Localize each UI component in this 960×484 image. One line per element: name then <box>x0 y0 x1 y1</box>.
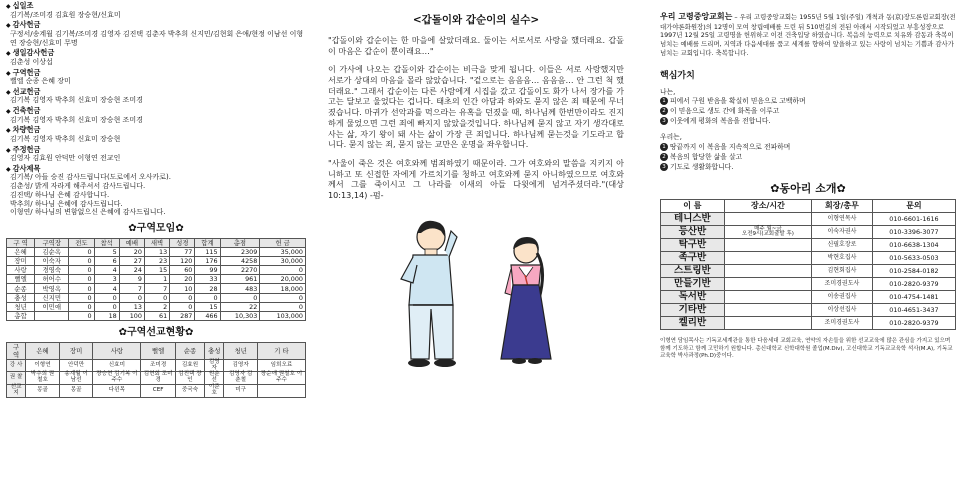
table-cell: 사랑 <box>7 266 35 275</box>
table-cell: 미구 <box>224 385 258 398</box>
table-cell: 176 <box>195 256 220 265</box>
club-name: 테니스반 <box>661 213 725 226</box>
table-cell: 28 <box>195 284 220 293</box>
club-row <box>661 213 956 226</box>
table-cell: 0 <box>69 312 94 321</box>
section-title-text: 십일조 <box>12 1 34 10</box>
table-cell: 장미 <box>7 256 35 265</box>
table-cell: 0 <box>260 293 306 302</box>
section-title-text: 구역헌금 <box>12 67 41 77</box>
table-cell: 송계월 이남선 <box>59 372 93 385</box>
table-cell: 선교지 <box>7 385 26 398</box>
table-cell: 0 <box>119 293 144 302</box>
column-header: 합계 <box>195 238 220 247</box>
table-cell: 김진택 장인 <box>175 372 204 385</box>
church-label: 우리 고령중앙교회는 <box>660 12 733 21</box>
core-value-text: 이웃에게 평화의 복음을 전합니다. <box>670 117 771 126</box>
diamond-icon: ◆ <box>6 165 11 173</box>
club-name: 기타반 <box>661 304 725 317</box>
section-title-text: 감사제목 <box>12 163 41 173</box>
club-row <box>661 226 956 239</box>
section-line: 김기복 김영자 박추희 신효미 장승현 <box>10 134 121 143</box>
club-phone: 010-6638-1304 <box>872 239 955 252</box>
table-cell: 5 <box>94 247 119 256</box>
article-paragraph-1: "갑돌이와 갑순이는 한 마을에 살았더래요. 둘이는 서로서로 사랑을 했더래요. 갑돌이 마음은 갑순이 뿐이래요…" <box>328 35 624 56</box>
club-place-line: 매주 월~금 <box>754 225 782 232</box>
table-cell: 466 <box>195 312 220 321</box>
table-cell: 9 <box>119 275 144 284</box>
article-title: <갑돌이와 갑순이의 실수> <box>412 14 540 26</box>
club-row <box>661 317 956 330</box>
club-name: 족구반 <box>661 252 725 265</box>
column-header: 전도 <box>69 238 94 247</box>
number-badge-icon: 3 <box>660 117 668 125</box>
offering-section <box>6 164 306 217</box>
table-cell: 18 <box>94 312 119 321</box>
table-row <box>7 266 306 275</box>
core-values-intro-2: 우리는, <box>660 132 682 141</box>
table-cell: 4 <box>94 284 119 293</box>
club-host: 이상선집사 <box>812 304 873 317</box>
club-host: 조미경권도사 <box>812 317 873 330</box>
table-cell: 27 <box>119 256 144 265</box>
section-line: 이형연/ 하나님의 변함없으신 은혜에 감사드립니다. <box>10 208 166 217</box>
table-cell: 287 <box>170 312 195 321</box>
table-cell: 신효미 <box>93 359 141 372</box>
table-cell: 4 <box>94 266 119 275</box>
man-figure <box>401 220 457 366</box>
table-cell: 35,000 <box>260 247 306 256</box>
table-cell: 0 <box>170 302 195 311</box>
table-cell: 박추희 권철호 <box>26 372 60 385</box>
club-place <box>724 304 811 317</box>
diamond-icon: ◆ <box>6 146 11 154</box>
table-cell: 24 <box>119 266 144 275</box>
table-cell: 뻘엘 <box>7 275 35 284</box>
column-header: 참석 <box>94 238 119 247</box>
table-cell: 조미경 <box>141 359 175 372</box>
club-phone: 010-4651-3437 <box>872 304 955 317</box>
support-table-title: ✿구역선교현황✿ <box>118 327 194 339</box>
table-cell: 22 <box>220 302 260 311</box>
club-phone: 010-3396-3077 <box>872 226 955 239</box>
core-value-item <box>660 143 956 153</box>
number-badge-icon: 1 <box>660 143 668 151</box>
section-title <box>6 20 306 30</box>
club-host: 조미경권도사 <box>812 278 873 291</box>
right-column <box>660 0 956 360</box>
club-name: 등산반 <box>661 226 725 239</box>
table-cell: 몽골 <box>59 385 93 398</box>
table-cell: 0 <box>220 293 260 302</box>
district-mission-table <box>6 342 306 398</box>
club-name: 스트링반 <box>661 265 725 278</box>
offering-section <box>6 87 306 105</box>
column-header: 청년 <box>224 342 258 359</box>
section-title-text: 건축헌금 <box>12 106 41 115</box>
table-cell: 2309 <box>220 247 260 256</box>
section-line: 김기복/조미경 김효원 장승현/신효미 <box>10 10 121 19</box>
table-cell <box>257 385 305 398</box>
club-phone: 010-4754-1481 <box>872 291 955 304</box>
club-name: 독서반 <box>661 291 725 304</box>
table-cell: 15 <box>195 302 220 311</box>
column-header: 예배 <box>119 238 144 247</box>
core-values-list-2 <box>660 143 956 173</box>
section-title <box>6 68 306 78</box>
number-badge-icon: 2 <box>660 153 668 161</box>
table-cell: 483 <box>220 284 260 293</box>
section-body <box>6 116 306 125</box>
church-description: – 우리 고령중앙교회는 1955년 5월 1일(주일) 개척과 동(京)장도론림교회장(전 대가야론화원장)의 12명이 모여 창립예배를 드린 뒤 510번길의 전된 아래서 시작되었고 부흥성장으로 1997년 12월 25일 고령명을 헌위하고 이전 건축입당 하였습니다. 복음의 능력으로 치유와 감동과 축복이 넘치는 예배를 드리며, 지역과 다음세대를 품고 세계를 향하여 앞을하고 있는 사랑이 넘치는 기쁨과 감사가 넘치는 교회입니다. 축복합니다. <box>660 13 956 57</box>
table-cell: 2270 <box>220 266 260 275</box>
section-body <box>6 135 306 144</box>
table-cell: 김효원 <box>175 359 204 372</box>
club-row <box>661 278 956 291</box>
section-line: 김기복 김영자 박추희 신효미 장승현 조미경 <box>10 115 143 124</box>
section-title <box>6 48 306 58</box>
column-header: 총점 <box>220 238 260 247</box>
table-cell: 몽골 <box>26 385 60 398</box>
table-cell: 10,303 <box>220 312 260 321</box>
club-phone: 010-6601-1616 <box>872 213 955 226</box>
table-cell: 13 <box>144 247 169 256</box>
table-cell: 0 <box>94 293 119 302</box>
section-title-text: 차량헌금 <box>12 125 41 135</box>
district-meeting-table <box>6 238 306 322</box>
diamond-icon: ◆ <box>6 50 11 58</box>
core-values-title: 핵심가치 <box>660 71 695 82</box>
table-row <box>7 284 306 293</box>
core-value-text: 이 믿음으로 생도 간에 화목을 이루고 <box>670 107 780 116</box>
table-cell: 18,000 <box>260 284 306 293</box>
club-place <box>724 278 811 291</box>
table-cell: 박영옥 <box>35 284 69 293</box>
table-row <box>7 256 306 265</box>
table-cell: 임희오료 <box>257 359 305 372</box>
table-row <box>7 385 306 398</box>
section-body <box>6 154 306 163</box>
section-title-text: 생일감사헌금 <box>12 48 55 58</box>
club-name: 탁구반 <box>661 239 725 252</box>
table-cell: 115 <box>195 247 220 256</box>
section-title <box>6 106 306 116</box>
column-header: 은혜 <box>26 342 60 359</box>
core-value-text: 피에서 구원 받음을 확실히 믿음으로 고백하며 <box>670 97 806 106</box>
table-cell: 20 <box>119 247 144 256</box>
table-cell: 6 <box>94 256 119 265</box>
section-title <box>6 125 306 135</box>
table-cell: 33 <box>195 275 220 284</box>
offering-section <box>6 68 306 86</box>
column-header: 충성 <box>205 342 224 359</box>
table-cell: 0 <box>260 302 306 311</box>
table-cell: 김순옥 <box>35 247 69 256</box>
table-cell: 120 <box>170 256 195 265</box>
column-header: 순종 <box>175 342 204 359</box>
section-title-text: 선교헌금 <box>12 86 41 96</box>
pastor-profile: 이형연 담임목사는 기독교세계관을 통한 다음세대 교회교육, 연약의 자손들을 위한 선교교육에 많은 관심을 가지고 있으며 함께 기도하고 함께 고민하기 원합니다. 총신대학교 신학대학원 졸업(M.Div), 고신대학교 기독교교육학 석사(M.A), 기독교교육학 박사과정(Ph.D)중이다. <box>660 338 953 359</box>
table-cell: 30,000 <box>260 256 306 265</box>
table-cell: 이숙자 <box>35 256 69 265</box>
club-phone: 010-2820-9379 <box>872 278 955 291</box>
core-value-item <box>660 163 956 173</box>
table-cell: 20,000 <box>260 275 306 284</box>
section-line: 김기복/ 아들 승진 감사드립니다(도로에서 오사카로). <box>10 173 171 182</box>
section-title-text: 주정헌금 <box>12 144 41 154</box>
table-cell: 0 <box>260 266 306 275</box>
section-body <box>6 11 306 20</box>
club-host: 이형연목사 <box>812 213 873 226</box>
column-header: 구 역 <box>7 238 35 247</box>
table-row <box>7 372 306 385</box>
church-introduction <box>660 12 956 57</box>
club-row <box>661 239 956 252</box>
couple-illustration <box>361 209 591 379</box>
table-cell: 김현회 조미경 <box>141 372 175 385</box>
core-value-item <box>660 107 956 117</box>
table-cell: 0 <box>69 293 94 302</box>
club-place <box>724 265 811 278</box>
section-body <box>6 173 306 217</box>
table-cell: 장순애 권철호 이주수 <box>257 372 305 385</box>
section-line: 김진택/ 하나님 은혜 감사합니다. <box>10 190 110 199</box>
column-header: 기 타 <box>257 342 305 359</box>
table-cell: 10 <box>170 284 195 293</box>
table-cell: 총합 <box>7 312 35 321</box>
core-value-item <box>660 117 956 127</box>
diamond-icon: ◆ <box>6 127 11 135</box>
column-header: 새벽 <box>144 238 169 247</box>
table-cell: 장승현 김기복 이주수 <box>93 372 141 385</box>
section-body <box>6 96 306 105</box>
club-place <box>724 317 811 330</box>
section-line: 김기복 김영자 박추희 신효미 장승현 조미경 <box>10 96 143 105</box>
club-place <box>724 239 811 252</box>
table-cell: 이준호 <box>205 385 224 398</box>
table-cell: 7 <box>119 284 144 293</box>
table-cell: 이형연 <box>26 359 60 372</box>
section-line: 뻘엘 순종 은혜 장미 <box>10 77 71 85</box>
club-place-line: 오전9시(교회출발 후) <box>741 231 794 238</box>
section-line: 김영자 김효원 안덕만 이형연 전교인 <box>10 154 121 162</box>
offering-section <box>6 145 306 163</box>
section-line: 김춘성 이상섭 <box>10 57 53 66</box>
table-cell: 이민애 <box>35 302 69 311</box>
club-place <box>724 226 811 239</box>
section-title <box>6 87 306 97</box>
column-header: 이 름 <box>661 200 725 213</box>
table-cell: 99 <box>195 266 220 275</box>
table-cell: 7 <box>144 284 169 293</box>
club-host: 박현호집사 <box>812 252 873 265</box>
club-name: 만들기반 <box>661 278 725 291</box>
club-host: 이송권집사 <box>812 291 873 304</box>
section-line: 박추희/ 하나님 은혜에 감사드립니다. <box>10 199 123 208</box>
table-row <box>7 302 306 311</box>
table-cell: 0 <box>94 302 119 311</box>
table-cell: 0 <box>69 284 94 293</box>
table-cell: 61 <box>144 312 169 321</box>
table-cell: 0 <box>69 266 94 275</box>
table-row <box>7 312 306 321</box>
left-column <box>6 0 306 398</box>
core-values-list-1 <box>660 97 956 127</box>
club-host: 이숙자권사 <box>812 226 873 239</box>
table-cell: 중국숙 <box>175 385 204 398</box>
table-cell: 0 <box>170 293 195 302</box>
column-header: 뻘엘 <box>141 342 175 359</box>
section-line: 구정서/송계월 김기복/조미경 김영자 김진택 김춘자 박추희 신지민/김현회 은애/현정 이남선 이형연 장승현/신효미 무명 <box>10 29 304 47</box>
table-cell: 0 <box>69 256 94 265</box>
diamond-icon: ◆ <box>6 88 11 96</box>
table-cell: 0 <box>144 293 169 302</box>
club-place <box>724 252 811 265</box>
table-cell: 20 <box>170 275 195 284</box>
middle-column <box>328 0 624 379</box>
section-line: 김춘성/ 밝게 자라게 해주셔서 감사드립니다. <box>10 182 146 190</box>
table-cell: 15 <box>144 266 169 275</box>
article-paragraph-2: 이 가사에 나오는 갑돌이와 갑순이는 비극을 맞게 됩니다. 이들은 서로 사랑했지만 서로가 상대의 마음을 몰라 않았습니다. "겉으로는 음음음… 음음음… 안 그런 척 했더래요." 그래서 갑순이는 다른 사람에게 시집을 갔고 갑돌이도 화가 나서 장가를 가고는 달보고 울었다는 겁니다. 태초의 인간 아담과 하와도 묻지 않은 죄 때문에 무너졌습니다. 마귀가 선악과를 먹으라는 유혹을 던졌을 때, 하나님께 한번만이라도 진지하게 물었으면 그런 죄에 빠지지 않았을것입니다. 하나님께 묻지 않고 자기 생각대로 사는 삶, 자기 왕이 돼 사는 삶이 가장 큰 죄입니다. 하나님께 묻는것을 기도라고 합니다. 묻지 않는 죄, 묻지 않는 교만은 운명을 좌우합니다. <box>328 64 624 150</box>
table-cell: 100 <box>119 312 144 321</box>
table-cell: 강 사 <box>7 359 26 372</box>
table-cell: 김영자 <box>205 359 224 372</box>
table-cell: 1 <box>144 275 169 284</box>
table-cell: 원춘선 <box>205 372 224 385</box>
woman-figure <box>501 237 551 364</box>
core-values-intro-1: 나는, <box>660 87 676 96</box>
table-cell: 청년 <box>7 302 35 311</box>
table-cell: 60 <box>170 266 195 275</box>
club-row <box>661 291 956 304</box>
table-row <box>7 247 306 256</box>
club-host: 신필호장로 <box>812 239 873 252</box>
core-value-text: 기도로 생활화합니다. <box>670 162 734 171</box>
column-header: 문의 <box>872 200 955 213</box>
club-table <box>660 199 956 330</box>
core-value-text: 복음의 합당한 삶을 살고 <box>670 152 743 161</box>
offering-section <box>6 1 306 19</box>
table-cell: 허어수 <box>35 275 69 284</box>
table-cell: 0 <box>69 275 94 284</box>
column-header: 장소/시간 <box>724 200 811 213</box>
table-cell: 103,000 <box>260 312 306 321</box>
table-cell: 은혜 <box>7 247 35 256</box>
table-cell: 경영숙 <box>35 266 69 275</box>
column-header: 장미 <box>59 342 93 359</box>
offering-section <box>6 106 306 124</box>
column-header: 구 역 <box>7 342 26 359</box>
offering-sections <box>6 1 306 217</box>
offering-section <box>6 20 306 47</box>
diamond-icon: ◆ <box>6 22 11 30</box>
club-phone: 010-2584-0182 <box>872 265 955 278</box>
table-cell: 77 <box>170 247 195 256</box>
table-cell: 961 <box>220 275 260 284</box>
section-title <box>6 164 306 174</box>
table-cell: 13 <box>119 302 144 311</box>
table-cell: 순종 <box>7 284 35 293</box>
table-row <box>7 293 306 302</box>
club-row <box>661 252 956 265</box>
section-body <box>6 30 306 48</box>
core-value-item <box>660 153 956 163</box>
column-header: 회장/총무 <box>812 200 873 213</box>
table-cell: 0 <box>69 302 94 311</box>
offering-section <box>6 125 306 143</box>
table-cell: 2 <box>144 302 169 311</box>
number-badge-icon: 2 <box>660 107 668 115</box>
diamond-icon: ◆ <box>6 108 11 115</box>
club-phone: 010-2820-9379 <box>872 317 955 330</box>
table-cell: 김영자 <box>224 359 258 372</box>
section-body <box>6 58 306 67</box>
core-value-text: 땅끝까지 이 복음을 지속적으로 전파하며 <box>670 142 791 151</box>
diamond-icon: ◆ <box>6 3 11 10</box>
club-section-title: ✿동아리 소개✿ <box>770 182 846 196</box>
column-header: 구역장 <box>35 238 69 247</box>
number-badge-icon: 3 <box>660 163 668 171</box>
club-name: 켈리반 <box>661 317 725 330</box>
table-cell: 안덕만 <box>59 359 93 372</box>
diamond-icon: ◆ <box>6 69 11 77</box>
table-cell <box>35 312 69 321</box>
table-cell: 신지민 <box>35 293 69 302</box>
section-title-text: 감사헌금 <box>12 20 41 30</box>
table-cell: 권 찰 <box>7 372 26 385</box>
club-row <box>661 265 956 278</box>
column-header: 헌 금 <box>260 238 306 247</box>
table-cell: CEF <box>141 385 175 398</box>
table-cell: 다윈목 <box>93 385 141 398</box>
club-host: 김현회집사 <box>812 265 873 278</box>
section-title <box>6 1 306 11</box>
column-header: 사랑 <box>93 342 141 359</box>
table-row <box>7 359 306 372</box>
table-cell: 0 <box>195 293 220 302</box>
district-table-title: ✿구역모임✿ <box>128 223 184 234</box>
article-paragraph-3: "사울이 죽은 것은 여호와께 범죄하였기 때문이라. 그가 여호와의 말씀을 지키지 아니하고 또 신접한 자에게 가르치기를 청하고 여호와께 묻지 아니하였으므로 여호와께서 그를 죽이시고 그 나라를 이새의 아들 다윗에게 넘겨주셨더라."(대상 10:13,14) -펌- <box>328 157 624 200</box>
club-row <box>661 304 956 317</box>
club-place <box>724 213 811 226</box>
core-value-item <box>660 97 956 107</box>
club-phone: 010-5633-0503 <box>872 252 955 265</box>
table-cell: 4258 <box>220 256 260 265</box>
club-place <box>724 291 811 304</box>
table-row <box>7 275 306 284</box>
number-badge-icon: 1 <box>660 97 668 105</box>
table-cell: 23 <box>144 256 169 265</box>
table-cell: 3 <box>94 275 119 284</box>
table-cell: 0 <box>69 247 94 256</box>
section-body <box>6 77 306 86</box>
table-cell: 충성 <box>7 293 35 302</box>
table-cell: 김영자 김춘철 <box>224 372 258 385</box>
column-header: 성경 <box>170 238 195 247</box>
section-title <box>6 145 306 155</box>
offering-section <box>6 48 306 66</box>
